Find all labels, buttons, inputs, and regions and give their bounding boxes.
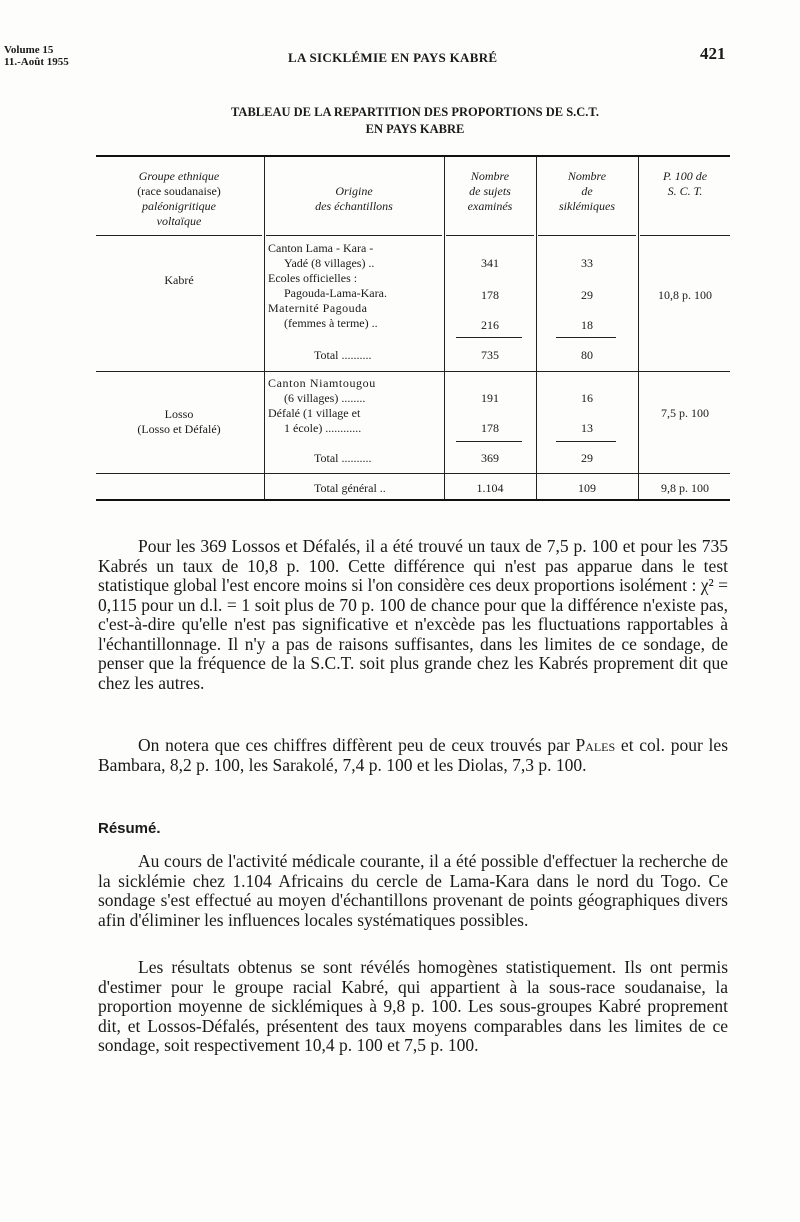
col-divider-1: [264, 157, 265, 499]
origin-defale: [268, 406, 361, 436]
header-text: Origine: [335, 184, 373, 198]
losso-subtotal-rule-examined: [456, 441, 522, 442]
kabre-subtotal-rule-examined: [456, 337, 522, 338]
examined-ecoles-officielles: 178: [481, 288, 499, 302]
grand-total-percent: 9,8 p. 100: [661, 481, 709, 495]
header-nombre-sujets: [446, 169, 534, 214]
kabre-total-examined: 735: [481, 348, 499, 362]
table-title: [150, 104, 680, 138]
origin-line: (6 villages) ........: [284, 391, 366, 405]
group-kabre: Kabré: [164, 273, 194, 287]
paragraph-text: Au cours de l'activité médicale courante, il a été possible d'effectuer la recherche de la sicklémie chez 1.104 Africains du cercle de Lama-Kara dans le nord du Togo. Ce sondage s'est effectué au moyen d'échantillons provenant de points géographiques divers afin d'éliminer les influences locales systématiques possibles.: [98, 851, 728, 930]
header-text: des échantillons: [315, 199, 393, 213]
origin-maternite-pagouda: [268, 301, 378, 331]
sicklemic-canton-niamtougou: 16: [581, 391, 593, 405]
paragraph-text: Pour les 369 Lossos et Défalés, il a été trouvé un taux de 7,5 p. 100 et pour les 735 Kabrés un taux de 10,8 p. 100. Cette différence qui n'est pas apparue dans le test statistique global l'est encore moins si l'on considère ces deux proportions isolément : χ² = 0,115 pour un d.l. = 1 soit plus de 70 p. 100 de chance pour que la différence n'existe pas, c'est-à-dire qu'elle n'est pas significative et n'excède pas les fluctuations rapportables à l'échantillonnage. Il n'y a pas de raisons suffisantes, dans les limites de ce sondage, de penser que la fréquence de la S.C.T. soit plus grande chez les Kabrés proprement dit que chez les autres.: [98, 536, 728, 693]
sicklemic-ecoles-officielles: 29: [581, 288, 593, 302]
kabre-subtotal-rule-sicklemic: [556, 337, 616, 338]
table-bottom-rule: [96, 499, 730, 501]
origin-canton-niamtougou: [268, 376, 376, 406]
losso-total-examined: 369: [481, 451, 499, 465]
losso-section-rule: [96, 473, 730, 474]
table-title-line-2: EN PAYS KABRE: [365, 122, 465, 136]
page-number: 421: [700, 44, 726, 63]
header-text: Nombre: [567, 169, 607, 183]
origin-line: Défalé (1 village et: [268, 406, 361, 420]
losso-subtotal-rule-sicklemic: [556, 441, 616, 442]
header-text: siklémiques: [559, 199, 615, 213]
paragraph-text: On notera que ces chiffres diffèrent peu de ceux trouvés par: [138, 735, 570, 755]
sicklemic-maternite-pagouda: 18: [581, 318, 593, 332]
kabre-section-rule: [96, 371, 730, 372]
examined-canton-lama-kara: 341: [481, 256, 499, 270]
examined-maternite-pagouda: 216: [481, 318, 499, 332]
paragraph-text: et col. pour les Bambara, 8,2 p. 100, les Sarakolé, 7,4 p. 100 et les Diolas, 7,3 p. 100.: [98, 735, 729, 775]
header-text: Nombre: [470, 169, 510, 183]
examined-canton-niamtougou: 191: [481, 391, 499, 405]
sicklemic-defale: 13: [581, 421, 593, 435]
issue-date: 11.-Août 1955: [4, 56, 69, 68]
header-rule-col4: [538, 235, 636, 236]
origin-canton-lama-kara: [268, 241, 374, 271]
header-text: de: [581, 184, 593, 198]
distribution-table: [96, 155, 730, 501]
header-text: P. 100 de: [662, 169, 708, 183]
origin-line: Ecoles officielles :: [268, 271, 358, 285]
percent-kabre: 10,8 p. 100: [658, 288, 712, 302]
group-line: (Losso et Défalé): [137, 422, 221, 436]
header-p100-sct: [640, 169, 730, 199]
origin-line: (femmes à terme) ..: [284, 316, 378, 330]
col-divider-2: [444, 157, 445, 499]
grand-total-label: Total général ..: [314, 481, 386, 495]
examined-defale: 178: [481, 421, 499, 435]
header-origine: [266, 184, 442, 214]
percent-losso: 7,5 p. 100: [661, 406, 709, 420]
col-divider-4: [638, 157, 639, 499]
paragraph-pales-comparison: [98, 736, 728, 775]
header-text: de sujets: [469, 184, 511, 198]
paragraph-resume-2: [98, 958, 728, 1056]
group-losso: [96, 407, 262, 437]
kabre-total-sicklemic: 80: [581, 348, 593, 362]
header-rule-col1: [96, 235, 262, 236]
header-nombre-siklemiques: [538, 169, 636, 214]
origin-line: 1 école) ............: [284, 421, 362, 435]
grand-total-sicklemic: 109: [578, 481, 596, 495]
losso-total-sicklemic: 29: [581, 451, 593, 465]
col-divider-3: [536, 157, 537, 499]
kabre-total-label: Total ..........: [314, 348, 372, 362]
origin-line: Maternité Pagouda: [268, 301, 368, 315]
volume-label: Volume 15: [4, 44, 54, 56]
header-rule-col5: [640, 235, 730, 236]
header-text: voltaïque: [156, 214, 202, 228]
origin-line: Pagouda-Lama-Kara.: [284, 286, 387, 300]
header-rule-col3: [446, 235, 534, 236]
grand-total-examined: 1.104: [476, 481, 504, 495]
sicklemic-canton-lama-kara: 33: [581, 256, 593, 270]
header-group-ethnique: [96, 169, 262, 229]
paragraph-text: Les résultats obtenus se sont révélés homogènes statistiquement. Ils ont permis d'estimer pour le groupe racial Kabré, qui appartient à la sous-race soudanaise, la proportion moyenne de sicklémiques à 9,8 p. 100. Les sous-groupes Kabré proprement dit, et Lossos-Défalés, présentent des taux moyens comparables dans les limites de ce sondage, soit respectivement 10,4 p. 100 et 7,5 p. 100.: [98, 957, 728, 1055]
table-title-line-1: TABLEAU DE LA REPARTITION DES PROPORTIONS DE S.C.T.: [231, 105, 599, 119]
header-text: S. C. T.: [667, 184, 703, 198]
header-rule-col2: [266, 235, 442, 236]
table-top-rule: [96, 155, 730, 157]
journal-volume-info: [4, 44, 69, 68]
losso-total-label: Total ..........: [314, 451, 372, 465]
author-name: Pales: [575, 735, 616, 755]
group-line: Losso: [164, 407, 194, 421]
header-text: paléonigritique: [142, 199, 216, 213]
running-title: LA SICKLÉMIE EN PAYS KABRÉ: [288, 50, 498, 65]
origin-line: Canton Niamtougou: [268, 376, 376, 390]
section-heading-resume: Résumé.: [98, 820, 161, 837]
origin-line: Yadé (8 villages) ..: [284, 256, 375, 270]
header-text: examinés: [467, 199, 513, 213]
paragraph-comparison: [98, 537, 728, 693]
origin-ecoles-officielles: [268, 271, 387, 301]
paragraph-resume-1: [98, 852, 728, 930]
header-text: (race soudanaise): [137, 184, 221, 198]
origin-line: Canton Lama - Kara -: [268, 241, 374, 255]
header-text: Groupe ethnique: [138, 169, 220, 183]
